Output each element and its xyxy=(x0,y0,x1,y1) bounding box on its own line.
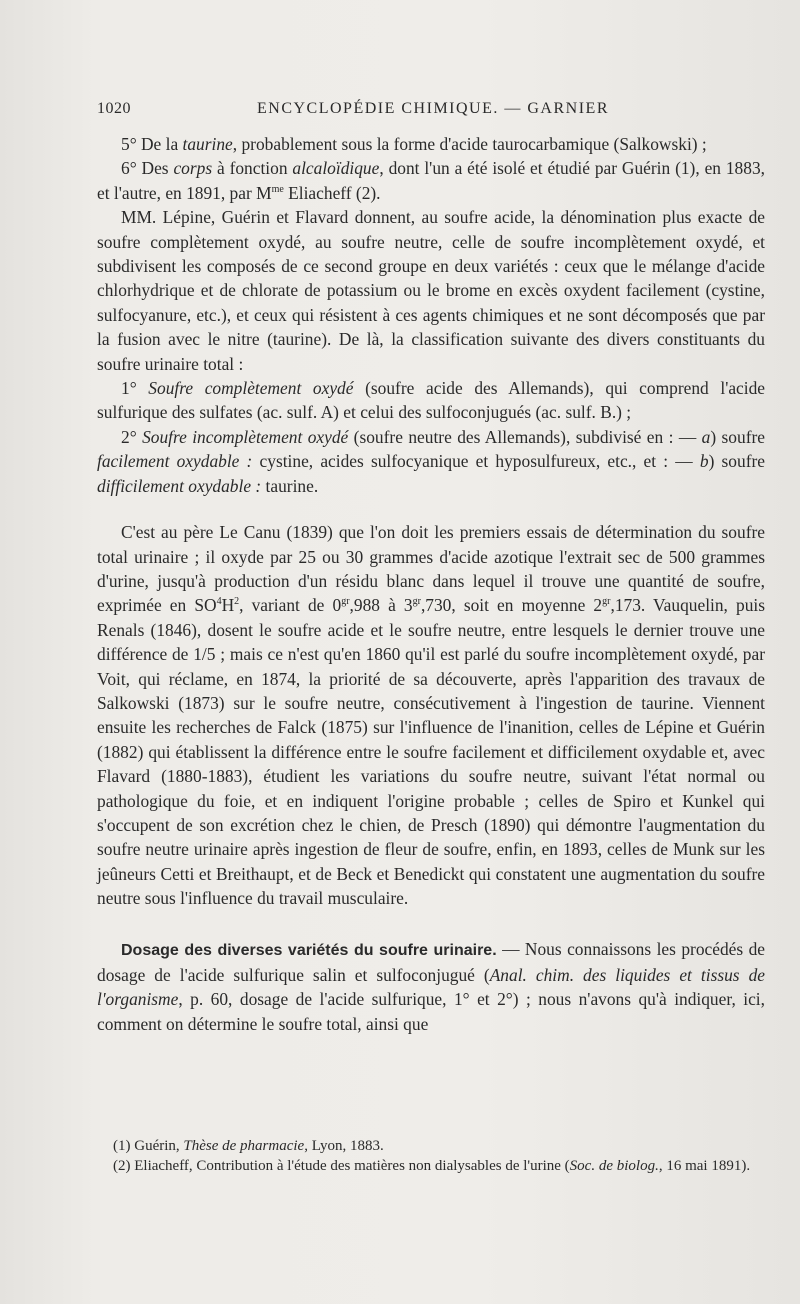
running-header xyxy=(97,100,717,122)
footnotes xyxy=(97,1136,765,1176)
classification-item-2: 2° Soufre incomplètement oxydé (soufre neutre des Allemands), subdivisé en : — a) soufre facilement oxydable : cystine, acides sulfocyanique et hyposulfureux, etc., et : — b) soufre difficilement oxydable : taurine. xyxy=(97,426,765,496)
item-5: 5° De la taurine, probablement sous la forme d'acide taurocarbamique (Salkowski) ; xyxy=(121,134,707,154)
item-6: 6° Des corps à fonction alcaloïdique, dont l'un a été isolé et étudié par Guérin (1), en 1883, et l'autre, en 1891, par $M^{me}$ Eliacheff (2). xyxy=(97,158,765,203)
paragraph-dosage: Dosage des diverses variétés du soufre urinaire. — Nous connaissons les procédés de dosage de l'acide sulfurique salin et sulfoconjugué (Anal. chim. des liquides et tissus de l'organisme, p. 60, dosage de l'acide sulfurique, 1° et 2°) ; nous n'avons qu'à indiquer, ici, comment on détermine le soufre total, ainsi que xyxy=(97,938,766,1034)
running-title: ENCYCLOPÉDIE CHIMIQUE. — GARNIER xyxy=(257,100,609,117)
section-heading: Dosage des diverses variétés du soufre urinaire. xyxy=(121,941,497,959)
main-text xyxy=(97,132,765,1036)
footnote-2: (2) Eliacheff, Contribution à l'étude des matières non dialysables de l'urine (Soc. de biolog., 16 mai 1891). xyxy=(113,1158,751,1174)
classification-item-1: 1° Soufre complètement oxydé (soufre acide des Allemands), qui comprend l'acide sulfurique des sulfates (ac. sulf. A) et celui des sulfoconjugués (ac. sulf. B.) ; xyxy=(97,378,766,423)
footnote-1: (1) Guérin, Thèse de pharmacie, Lyon, 1883. xyxy=(113,1138,384,1154)
paragraph-history: C'est au père Le Canu (1839) que l'on doit les premiers essais de détermination du soufre total urinaire ; il oxyde par 25 ou 30 grammes d'acide azotique l'extrait sec de 500 grammes d'urine, jusqu'à production d'un résidu blanc dans lequel il trouve une quantité de soufre, exprimée en $SO^4H^2$, variant de $0^{gr},988$ à $3^{gr},730$, soit en moyenne $2^{gr},173$. Vauquelin, puis Renals (1846), dosent le soufre acide et le soufre neutre, entre lesquels le dernier trouve une différence de 1/5 ; mais ce n'est qu'en 1860 qu'il est parlé du soufre incomplètement oxydé, par Voit, qui réclame, en 1874, la priorité de sa découverte, après l'apparition des travaux de Salkowski (1873) sur le soufre neutre, consécutivement à l'ingestion de taurine. Viennent ensuite les recherches de Falck (1875) sur l'influence de l'inanition, celles de Lépine et Guérin (1882) qui établissent la différence entre le soufre facilement et difficilement oxydable et, avec Flavard (1880-1883), étudient les variations du soufre neutre, suivant l'état normal ou pathologique du foie, et en indiquent l'origine probable ; celles de Spiro et Kunkel qui s'occupent de son excrétion chez le chien, de Presch (1890) qui démontre l'augmentation du soufre neutre urinaire après ingestion de fleur de soufre, enfin, en 1893, celles de Munk sur les jeûneurs Cetti et Breithaupt, et de Beck et Benedickt qui constatent une augmentation du soufre neutre sous l'influence du travail musculaire. xyxy=(97,522,765,909)
page-number: 1020 xyxy=(97,100,131,117)
paragraph-classification-intro: MM. Lépine, Guérin et Flavard donnent, au soufre acide, la dénomination plus exacte de soufre complètement oxydé, au soufre neutre, celle de soufre incomplètement oxydé, et subdivisent les composés de ce second groupe en deux variétés : ceux que le mélange d'acide chlorhydrique et de chlorate de potassium ou le brome en excès oxydent facilement (cystine, sulfocyanure, etc.), et ceux qui résistent à ces agents chimiques et ne sont décomposés que par la fusion avec le nitre (taurine). De là, la classification suivante des divers constituants du soufre urinaire total : xyxy=(97,207,765,374)
